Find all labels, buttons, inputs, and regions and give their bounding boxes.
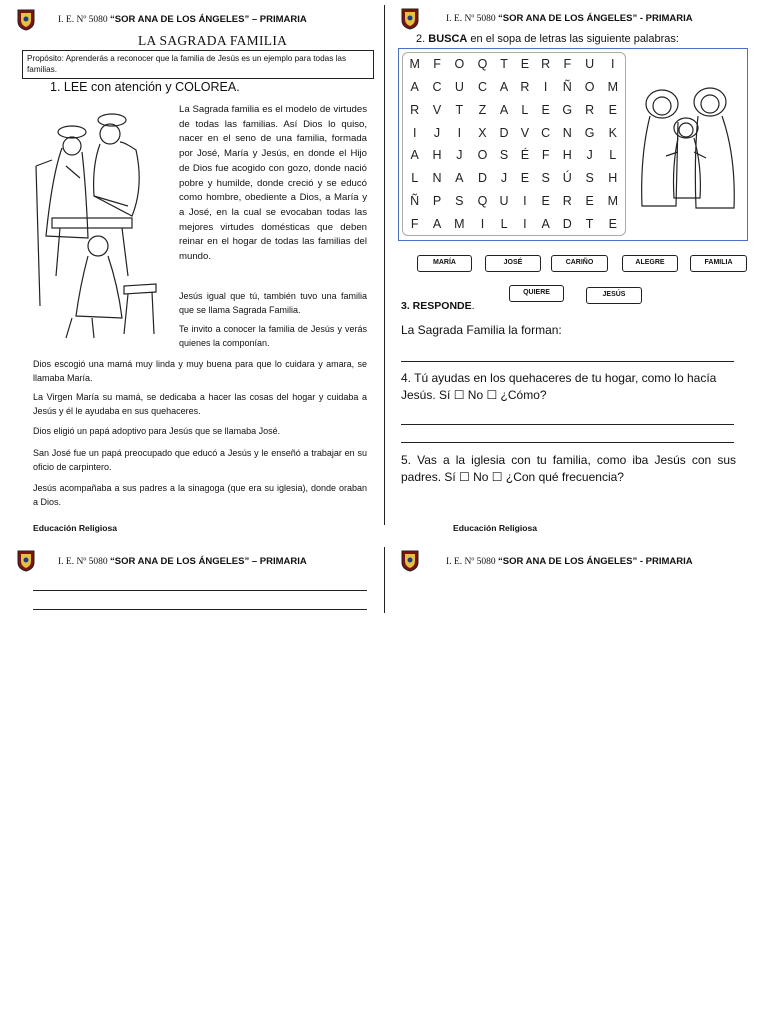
paragraph: La Virgen María su mamá, se dedicaba a hacer las cosas del hogar y cuidaba a Jesús y él le ayudaba en sus quehaceres.	[33, 392, 367, 416]
page-header: I. E. Nº 5080 “SOR ANA DE LOS ÁNGELES” - PRIMARIA	[446, 556, 693, 567]
word-search-letter[interactable]: A	[410, 80, 420, 95]
word-search-letter[interactable]: I	[523, 216, 528, 231]
word-search-row	[403, 167, 625, 190]
word-search-letter[interactable]: U	[499, 193, 510, 208]
word-box-josé: JOSÉ	[485, 255, 541, 272]
word-search-letter[interactable]: E	[541, 193, 551, 208]
paragraph: Dios escogió una mamá muy linda y muy buena para que lo cuidara y amara, se llamaba María.	[33, 359, 367, 383]
word-search-letter[interactable]: S	[541, 171, 551, 186]
question-3-text: La Sagrada Familia la forman:	[401, 323, 562, 337]
school-crest-icon	[17, 550, 35, 572]
page-header: I. E. Nº 5080 “SOR ANA DE LOS ÁNGELES” - PRIMARIA	[446, 13, 693, 24]
paragraph: Jesús acompañaba a sus padres a la sinagoga (que era su iglesia), donde oraban a Dios.	[33, 483, 367, 507]
word-search-letter[interactable]: H	[562, 148, 573, 163]
word-search-letter[interactable]: U	[585, 57, 595, 72]
word-search-letter[interactable]: K	[608, 125, 618, 140]
word-search-letter[interactable]: I	[412, 125, 417, 140]
word-search-letter[interactable]: A	[410, 148, 420, 163]
word-search-letter[interactable]: Ú	[562, 171, 573, 186]
word-search-letter[interactable]: L	[521, 102, 529, 117]
word-search-letter[interactable]: J	[456, 148, 463, 163]
word-search-letter[interactable]: R	[585, 102, 595, 117]
word-search-letter[interactable]: E	[608, 216, 618, 231]
word-search-letter[interactable]: R	[410, 102, 420, 117]
word-search-letter[interactable]: O	[584, 80, 595, 95]
word-search-letter[interactable]: I	[523, 193, 528, 208]
word-search-letter[interactable]: E	[520, 57, 530, 72]
word-search-letter[interactable]: P	[432, 193, 442, 208]
word-search-letter[interactable]: C	[432, 80, 443, 95]
word-search-letter[interactable]: H	[608, 171, 618, 186]
word-box-maría: MARÍA	[417, 255, 472, 272]
word-search-row	[403, 76, 625, 99]
word-search-letter[interactable]: L	[500, 216, 509, 231]
word-search-row	[403, 99, 625, 122]
word-search-row	[403, 212, 625, 235]
answer-line[interactable]	[401, 361, 734, 362]
word-search-letter[interactable]: E	[541, 102, 551, 117]
word-search-letter[interactable]: R	[520, 80, 530, 95]
word-search-letter[interactable]: É	[520, 148, 530, 163]
word-search-letter[interactable]: I	[480, 216, 485, 231]
answer-line[interactable]	[401, 424, 734, 425]
word-search-letter[interactable]: L	[411, 171, 419, 186]
word-search-letter[interactable]: I	[543, 80, 548, 95]
word-search-letter[interactable]: E	[608, 102, 618, 117]
school-crest-icon	[17, 9, 35, 31]
word-search-letter[interactable]: F	[410, 216, 419, 231]
page-header: I. E. Nº 5080 “SOR ANA DE LOS ÁNGELES” – PRIMARIA	[58, 14, 307, 25]
column-divider	[384, 5, 385, 525]
word-search-letter[interactable]: C	[541, 125, 551, 140]
question-5-text: 5. Vas a la iglesia con tu familia, como iba Jesús con sus padres. Sí ☐ No ☐ ¿Con qué frecuencia?	[401, 453, 736, 484]
word-search-letter[interactable]: G	[562, 102, 573, 117]
word-search-letter[interactable]: N	[562, 125, 573, 140]
paragraph: San José fue un papá preocupado que educó a Jesús y le enseñó a trabajar en su oficio de carpintero.	[33, 448, 367, 472]
answer-line[interactable]	[33, 590, 367, 591]
paragraph: Dios eligió un papá adoptivo para Jesús que se llamaba José.	[33, 426, 281, 436]
word-box-cariño: CARIÑO	[551, 255, 608, 272]
word-search-letter[interactable]: R	[541, 57, 551, 72]
purpose-box: Propósito: Aprenderás a reconocer que la familia de Jesús es un ejemplo para todas las familias.	[22, 50, 374, 79]
word-search-letter[interactable]: A	[499, 102, 509, 117]
word-search-letter[interactable]: Q	[477, 57, 488, 72]
page-footer: Educación Religiosa	[33, 523, 118, 533]
word-search-letter[interactable]: G	[584, 125, 595, 140]
word-search-letter[interactable]: C	[477, 80, 488, 95]
word-search-letter[interactable]: Ñ	[562, 80, 573, 95]
word-search-row	[403, 53, 625, 76]
word-search-letter[interactable]: A	[455, 171, 465, 186]
word-box-quiere: QUIERE	[509, 285, 564, 302]
page-header: I. E. Nº 5080 “SOR ANA DE LOS ÁNGELES” – PRIMARIA	[58, 556, 307, 567]
word-search-letter[interactable]: I	[457, 125, 462, 140]
word-search-letter[interactable]: E	[585, 193, 595, 208]
column-divider	[384, 547, 385, 613]
intro-paragraph: La Sagrada familia es el modelo de virtudes de todas las familias. Así Dios lo quiso, nacer en el seno de una familia, formada por José, María y Jesús, en donde el Hijo de Dios fue acogido con gozo, donde nació pobre y humilde, donde creció y se educó como hombre, obediente a Dios, a María y a José, en la cual se evocaban todas las mejores virtudes domésticas que deben reinar en el hogar de todas las familias del mundo.	[179, 104, 367, 263]
word-box-jesús: JESÚS	[586, 287, 642, 304]
question-3-heading: 3. RESPONDE.	[401, 300, 475, 312]
page-title: LA SAGRADA FAMILIA	[138, 33, 288, 48]
word-search-letter[interactable]: X	[478, 125, 488, 140]
word-search-letter[interactable]: S	[585, 171, 595, 186]
word-search-letter[interactable]: A	[432, 216, 442, 231]
word-search-letter[interactable]: D	[499, 125, 510, 140]
word-search-row	[403, 190, 625, 213]
word-search-letter[interactable]: Ñ	[410, 193, 420, 208]
word-search-letter[interactable]: E	[520, 171, 530, 186]
word-search-letter[interactable]: T	[585, 216, 594, 231]
word-box-familia: FAMILIA	[690, 255, 747, 272]
school-crest-icon	[401, 8, 419, 30]
word-search-letter[interactable]: I	[611, 57, 616, 72]
page-footer: Educación Religiosa	[453, 523, 538, 533]
family-illustration	[636, 86, 740, 214]
word-search-letter[interactable]: N	[432, 171, 443, 186]
word-search-grid	[402, 52, 626, 236]
word-search-row	[403, 144, 625, 167]
word-search-letter[interactable]: J	[500, 171, 508, 186]
word-search-letter[interactable]: M	[607, 193, 619, 208]
word-search-letter[interactable]: A	[499, 80, 509, 95]
word-search-letter[interactable]: F	[541, 148, 550, 163]
word-search-letter[interactable]: U	[454, 80, 465, 95]
word-search-letter[interactable]: V	[432, 102, 442, 117]
word-search-letter[interactable]: M	[607, 80, 619, 95]
paragraph: Jesús igual que tú, también tuvo una familia que se llama Sagrada Familia.	[179, 291, 367, 315]
word-search-letter[interactable]: H	[432, 148, 443, 163]
word-search-letter[interactable]: T	[500, 57, 509, 72]
word-search-letter[interactable]: M	[409, 57, 421, 72]
word-search-letter[interactable]: F	[563, 57, 572, 72]
word-box-alegre: ALEGRE	[622, 255, 678, 272]
school-crest-icon	[401, 550, 419, 572]
word-search-letter[interactable]: M	[454, 216, 466, 231]
word-search-letter[interactable]: A	[541, 216, 551, 231]
word-search-letter[interactable]: O	[454, 57, 465, 72]
word-search-letter[interactable]: D	[562, 216, 573, 231]
word-search-letter[interactable]: R	[562, 193, 573, 208]
word-search-letter[interactable]: Z	[478, 102, 487, 117]
holy-family-illustration	[32, 106, 170, 342]
word-search-letter[interactable]: V	[520, 125, 530, 140]
question-4-text: 4. Tú ayudas en los quehaceres de tu hogar, como lo hacía Jesús. Sí ☐ No ☐ ¿Cómo?	[401, 371, 717, 402]
word-search-letter[interactable]: J	[433, 125, 441, 140]
word-search-letter[interactable]: J	[586, 148, 594, 163]
word-search-letter[interactable]: D	[477, 171, 488, 186]
word-search-letter[interactable]: Q	[477, 193, 488, 208]
word-search-letter[interactable]: S	[455, 193, 465, 208]
word-search-letter[interactable]: S	[499, 148, 509, 163]
answer-line[interactable]	[401, 442, 734, 443]
word-search-letter[interactable]: L	[609, 148, 617, 163]
word-search-letter[interactable]: F	[433, 57, 442, 72]
word-search-letter[interactable]: T	[455, 102, 464, 117]
question-2-heading: 2. BUSCA en el sopa de letras las siguiente palabras:	[416, 33, 679, 45]
paragraph: Te invito a conocer la familia de Jesús y verás quienes la componían.	[179, 324, 367, 348]
question-1-heading: 1. LEE con atención y COLOREA.	[50, 80, 240, 94]
word-search-row	[403, 121, 625, 144]
word-search-letter[interactable]: O	[477, 148, 488, 163]
answer-line[interactable]	[33, 609, 367, 610]
